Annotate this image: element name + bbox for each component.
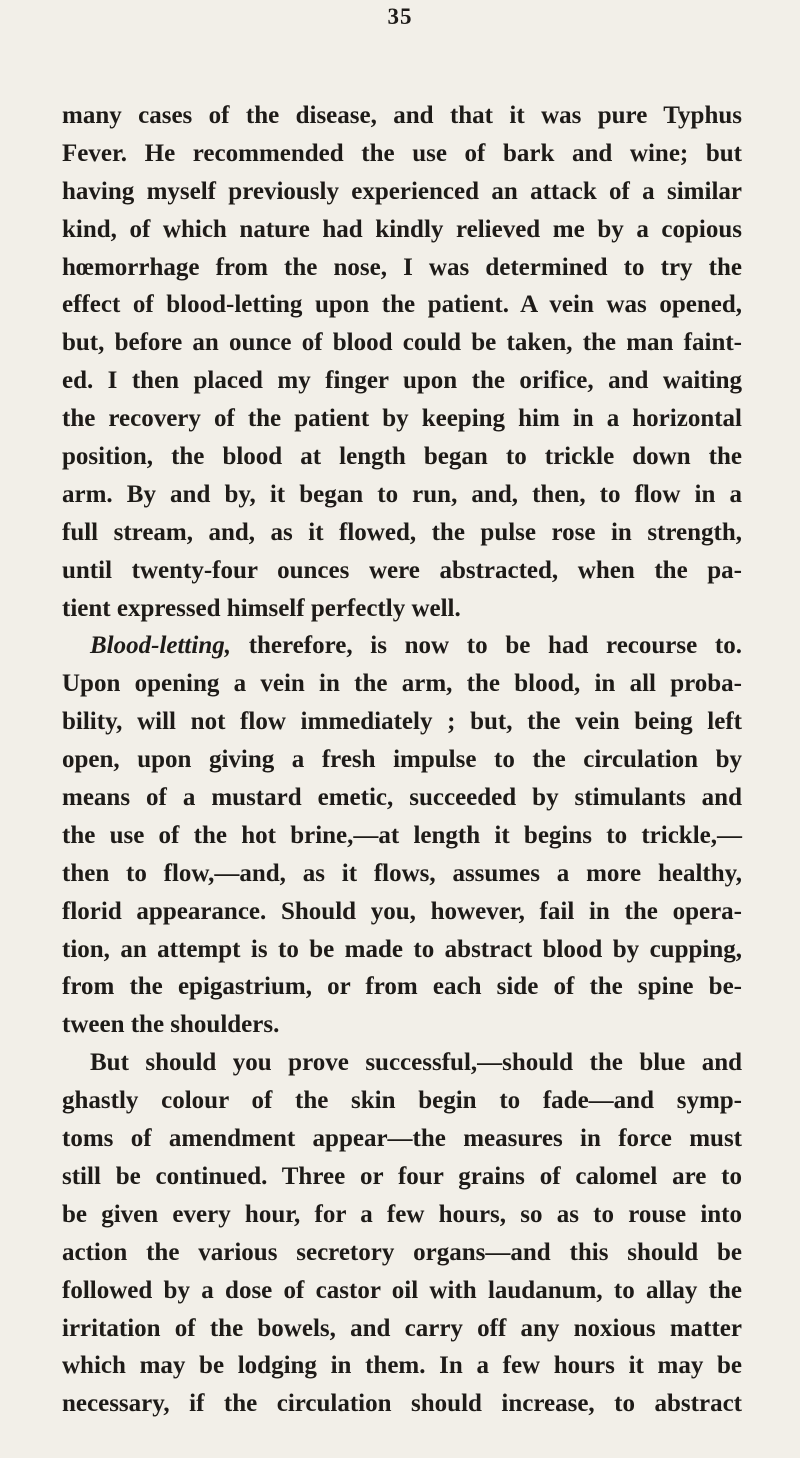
text-line: the recovery of the patient by keeping him in a horizontal [62,405,742,433]
text-line: hœmorrhage from the nose, I was determined to try the [62,253,742,281]
text-line: until twenty-four ounces were abstracted, when the pa- [62,556,742,584]
text-line: toms of amendment appear—the measures in force must [62,1125,742,1153]
text-line: but, before an ounce of blood could be taken, the man faint- [62,329,742,357]
text-line: irritation of the bowels, and carry off any noxious matter [62,1314,742,1342]
text-line: still be continued. Three or four grains of calomel are to [62,1162,742,1190]
text-line: But should you prove successful,—should the blue and [90,1049,742,1077]
italic-term: Blood-letting, [90,632,231,660]
text-line: florid appearance. Should you, however, fail in the opera- [62,897,742,925]
text-line: tween the shoulders. [62,1011,280,1039]
page-number: 35 [387,4,413,29]
text-line: ed. I then placed my finger upon the orifice, and waiting [62,367,742,395]
text-line: position, the blood at length began to trickle down the [62,443,742,471]
text-line: followed by a dose of castor oil with laudanum, to allay the [62,1276,742,1304]
text-line: Upon opening a vein in the arm, the blood, in all proba- [62,670,742,698]
text-line: tion, an attempt is to be made to abstract blood by cupping, [62,935,742,963]
text-line: which may be lodging in them. In a few hours it may be [62,1352,742,1380]
text-line: many cases of the disease, and that it was pure Typhus [62,102,742,129]
text-line: from the epigastrium, or from each side of the spine be- [62,973,742,1001]
text-segment: therefore, is now to be had recourse to. [230,632,742,660]
text-line: action the various secretory organs—and this should be [62,1238,742,1266]
text-line: Fever. He recommended the use of bark and wine; but [62,139,742,167]
text-line [62,627,742,665]
text-line: the use of the hot brine,—at length it begins to trickle,— [62,821,742,849]
text-line: open, upon giving a fresh impulse to the circulation by [62,746,742,774]
text-line: arm. By and by, it began to run, and, then, to flow in a [62,480,742,508]
body-text [62,97,742,1423]
text-line: kind, of which nature had kindly relieved me by a copious [62,215,742,243]
text-line: ghastly colour of the skin begin to fade—and symp- [62,1087,742,1115]
text-line: having myself previously experienced an attack of a similar [62,177,742,205]
text-line: effect of blood-letting upon the patient. A vein was opened, [62,291,742,319]
text-line: necessary, if the circulation should increase, to abstract [62,1390,742,1418]
text-line: means of a mustard emetic, succeeded by stimulants and [62,784,742,812]
text-line: bility, will not flow immediately ; but, the vein being left [62,708,742,736]
text-line: be given every hour, for a few hours, so as to rouse into [62,1200,742,1228]
text-line: then to flow,—and, as it flows, assumes a more healthy, [62,859,742,887]
text-line: full stream, and, as it flowed, the pulse rose in strength, [62,518,742,546]
text-line: tient expressed himself perfectly well. [62,594,461,622]
